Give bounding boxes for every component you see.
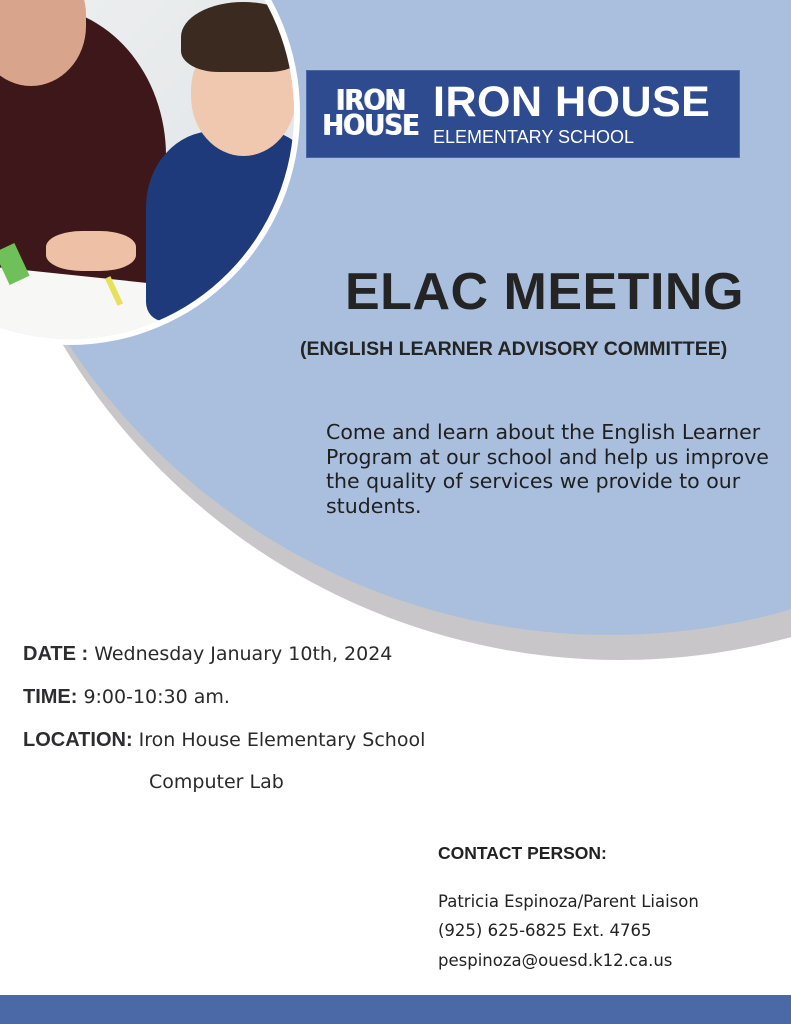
contact-email: pespinoza@ouesd.k12.ca.us: [438, 951, 673, 970]
location-room: Computer Lab: [149, 771, 284, 793]
location-row: [23, 729, 425, 752]
hero-photo: [0, 0, 300, 345]
location-value: Iron House Elementary School: [138, 729, 426, 751]
date-value: Wednesday January 10th, 2024: [94, 643, 393, 665]
footer-bar: [0, 995, 791, 1024]
photo-hand: [46, 231, 136, 271]
page-title: ELAC MEETING: [345, 263, 744, 321]
description: Come and learn about the English Learner Program at our school and help us improve the quality of services we provide to our students.: [326, 420, 769, 518]
logo-mark-icon: [315, 79, 427, 149]
time-label: TIME:: [23, 686, 78, 708]
logo-text: [433, 80, 710, 148]
logo-mark-bottom: HOUSE: [322, 109, 420, 143]
logo-subtitle: ELEMENTARY SCHOOL: [433, 127, 635, 147]
date-row: [23, 643, 392, 666]
location-label: LOCATION:: [23, 729, 133, 751]
date-label: DATE :: [23, 643, 89, 665]
logo-mark-top: IRON: [336, 84, 406, 118]
time-row: [23, 686, 230, 709]
logo-title: IRON HOUSE: [433, 78, 711, 126]
time-value: 9:00-10:30 am.: [83, 686, 230, 708]
school-logo: [306, 70, 740, 158]
contact-name: Patricia Espinoza/Parent Liaison: [438, 892, 699, 911]
photo-child-hair: [181, 2, 294, 72]
contact-heading: CONTACT PERSON:: [438, 843, 607, 863]
contact-phone: (925) 625-6825 Ext. 4765: [438, 921, 652, 940]
photo-child: [146, 131, 294, 321]
page-subtitle: (ENGLISH LEARNER ADVISORY COMMITTEE): [300, 338, 728, 360]
hero-photo-image: [0, 0, 294, 339]
